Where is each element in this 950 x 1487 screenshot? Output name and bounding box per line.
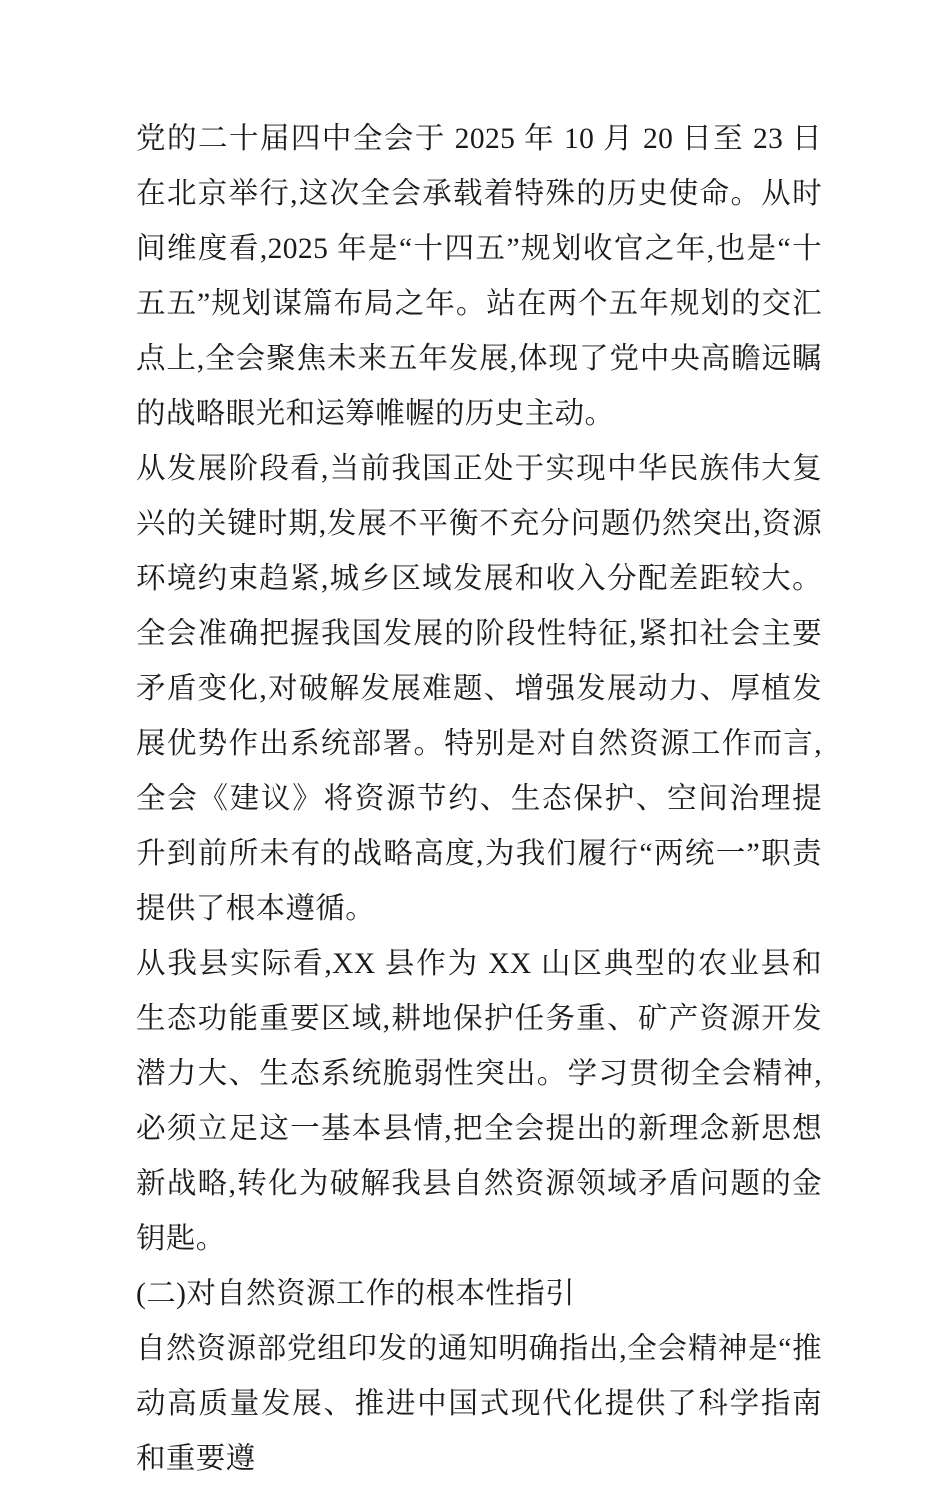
paragraph-development-stage: 从发展阶段看,当前我国正处于实现中华民族伟大复兴的关键时期,发展不平衡不充分问题仍然突出,资源环境约束趋紧,城乡区域发展和收入分配差距较大。全会准确把握我国发展的阶段性特征,紧扣社会主要矛盾变化,对破解发展难题、增强发展动力、厚植发展优势作出系统部署。特别是对自然资源工作而言,全会《建议》将资源节约、生态保护、空间治理提升到前所未有的战略高度,为我们履行“两统一”职责提供了根本遵循。 — [136, 453, 822, 925]
paragraph-county-situation: 从我县实际看,XX 县作为 XX 山区典型的农业县和生态功能重要区域,耕地保护任务重、矿产资源开发潜力大、生态系统脆弱性突出。学习贯彻全会精神,必须立足这一基本县情,把全会提出的新理念新思想新战略,转化为破解我县自然资源领域矛盾问题的金钥匙。 — [136, 948, 822, 1255]
paragraph-plenary-session-timing: 党的二十届四中全会于 2025 年 10 月 20 日至 23 日在北京举行,这次全会承载着特殊的历史使命。从时间维度看,2025 年是“十四五”规划收官之年,也是“十五五”规划谋篇布局之年。站在两个五年规划的交汇点上,全会聚焦未来五年发展,体现了党中央高瞻远瞩的战略眼光和运筹帷幄的历史主动。 — [136, 123, 822, 430]
heading-section-two: (二)对自然资源工作的根本性指引 — [136, 1278, 576, 1310]
document-body — [136, 112, 822, 1487]
paragraph-ministry-notice: 自然资源部党组印发的通知明确指出,全会精神是“推动高质量发展、推进中国式现代化提供了科学指南和重要遵 — [136, 1333, 822, 1475]
